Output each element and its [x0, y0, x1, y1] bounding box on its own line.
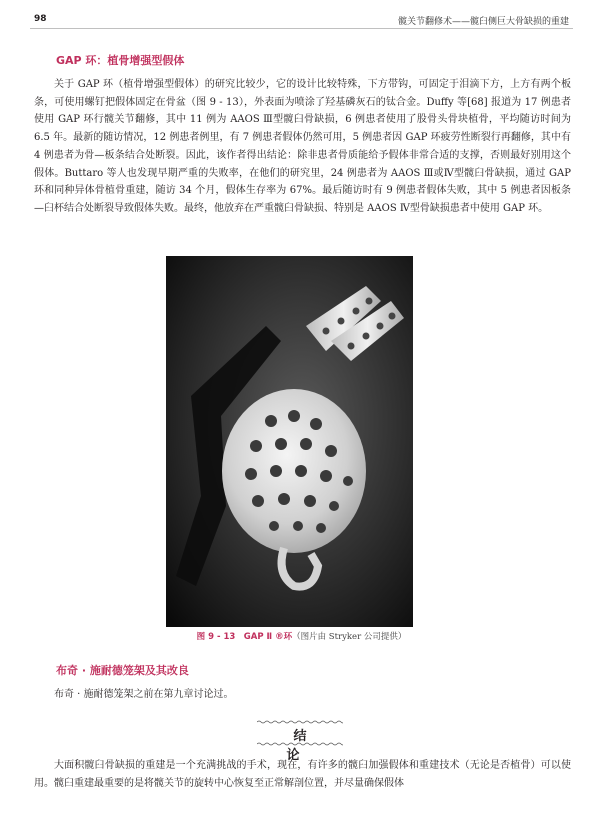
body-paragraph-burch-schneider: 布奇 · 施耐德笼架之前在第九章讨论过。: [54, 689, 234, 700]
body-paragraph-gap-ring: 关于 GAP 环（植骨增强型假体）的研究比较少，它的设计比较特殊，下方带钩，可固定于泪滴下方，上方有两个板条，可使用螺钉把假体固定在骨盆（图 9 - 13），外表面为喷涂了羟基磷灰石的钛合金。Duffy 等[68] 报道为 17 例患者使用 GAP 环行髋关节翻修，其中 11 例为 AAOS Ⅲ型髋臼骨缺损，6 例患者使用了股骨头骨块植骨，平均随访时间为 6.5 年。最新的随访情况，12 例患者例里，有 7 例患者假体仍然可用，5 例患者因 GAP 环疲劳性断裂行再翻修，其中有 4 例患者为骨—板条结合处断裂。因此，该作者得出结论：除非患者骨质能给予假体非常合适的支撑，否则最好别用这个假体。Buttaro 等人也发现早期严重的失败率，在他们的研究里，24 例患者为 AAOS Ⅲ或Ⅳ型髋臼骨缺损，通过 GAP 环和同种异体骨植骨重建，随访 34 个月，假体生存率为 67%。最后随访时有 9 例患者假体失败，其中 5 例患者因板条—臼杯结合处断裂导致假体失败。最终，他放弃在严重髋臼骨缺损、特别是 AAOS Ⅳ型骨缺损患者中使用 GAP 环。: [34, 79, 571, 214]
caption-source: （图片由 Stryker 公司提供）: [292, 632, 407, 642]
section-heading-burch-schneider: 布奇 · 施耐德笼架及其改良: [56, 664, 189, 677]
caption-label: 图 9 - 13 GAP Ⅱ ®环: [196, 632, 293, 642]
figure-caption: [0, 630, 603, 642]
header-rule: [30, 28, 573, 29]
page-header: [34, 14, 569, 28]
conclusion-heading: 结 论: [286, 729, 348, 763]
section-heading-gap-ring: GAP 环：植骨增强型假体: [56, 54, 185, 67]
ornament-wave-bottom: [257, 742, 343, 746]
running-title: 髋关节翻修术——髋臼侧巨大骨缺损的重建: [397, 17, 569, 27]
page-number: 98: [34, 14, 47, 24]
ornament-wave-top: [257, 720, 343, 724]
figure-gap-ring-photo: [166, 256, 413, 627]
gap-ring-illustration: [166, 256, 413, 627]
conclusion-heading-box: [257, 720, 348, 763]
body-paragraph-conclusion: 大面积髋臼骨缺损的重建是一个充满挑战的手术，现在，有许多的髋臼加强假体和重建技术（无论是否植骨）可以使用。髋臼重建最重要的是将髋关节的旋转中心恢复至正常解剖位置，并尽量确保假体: [34, 760, 571, 789]
